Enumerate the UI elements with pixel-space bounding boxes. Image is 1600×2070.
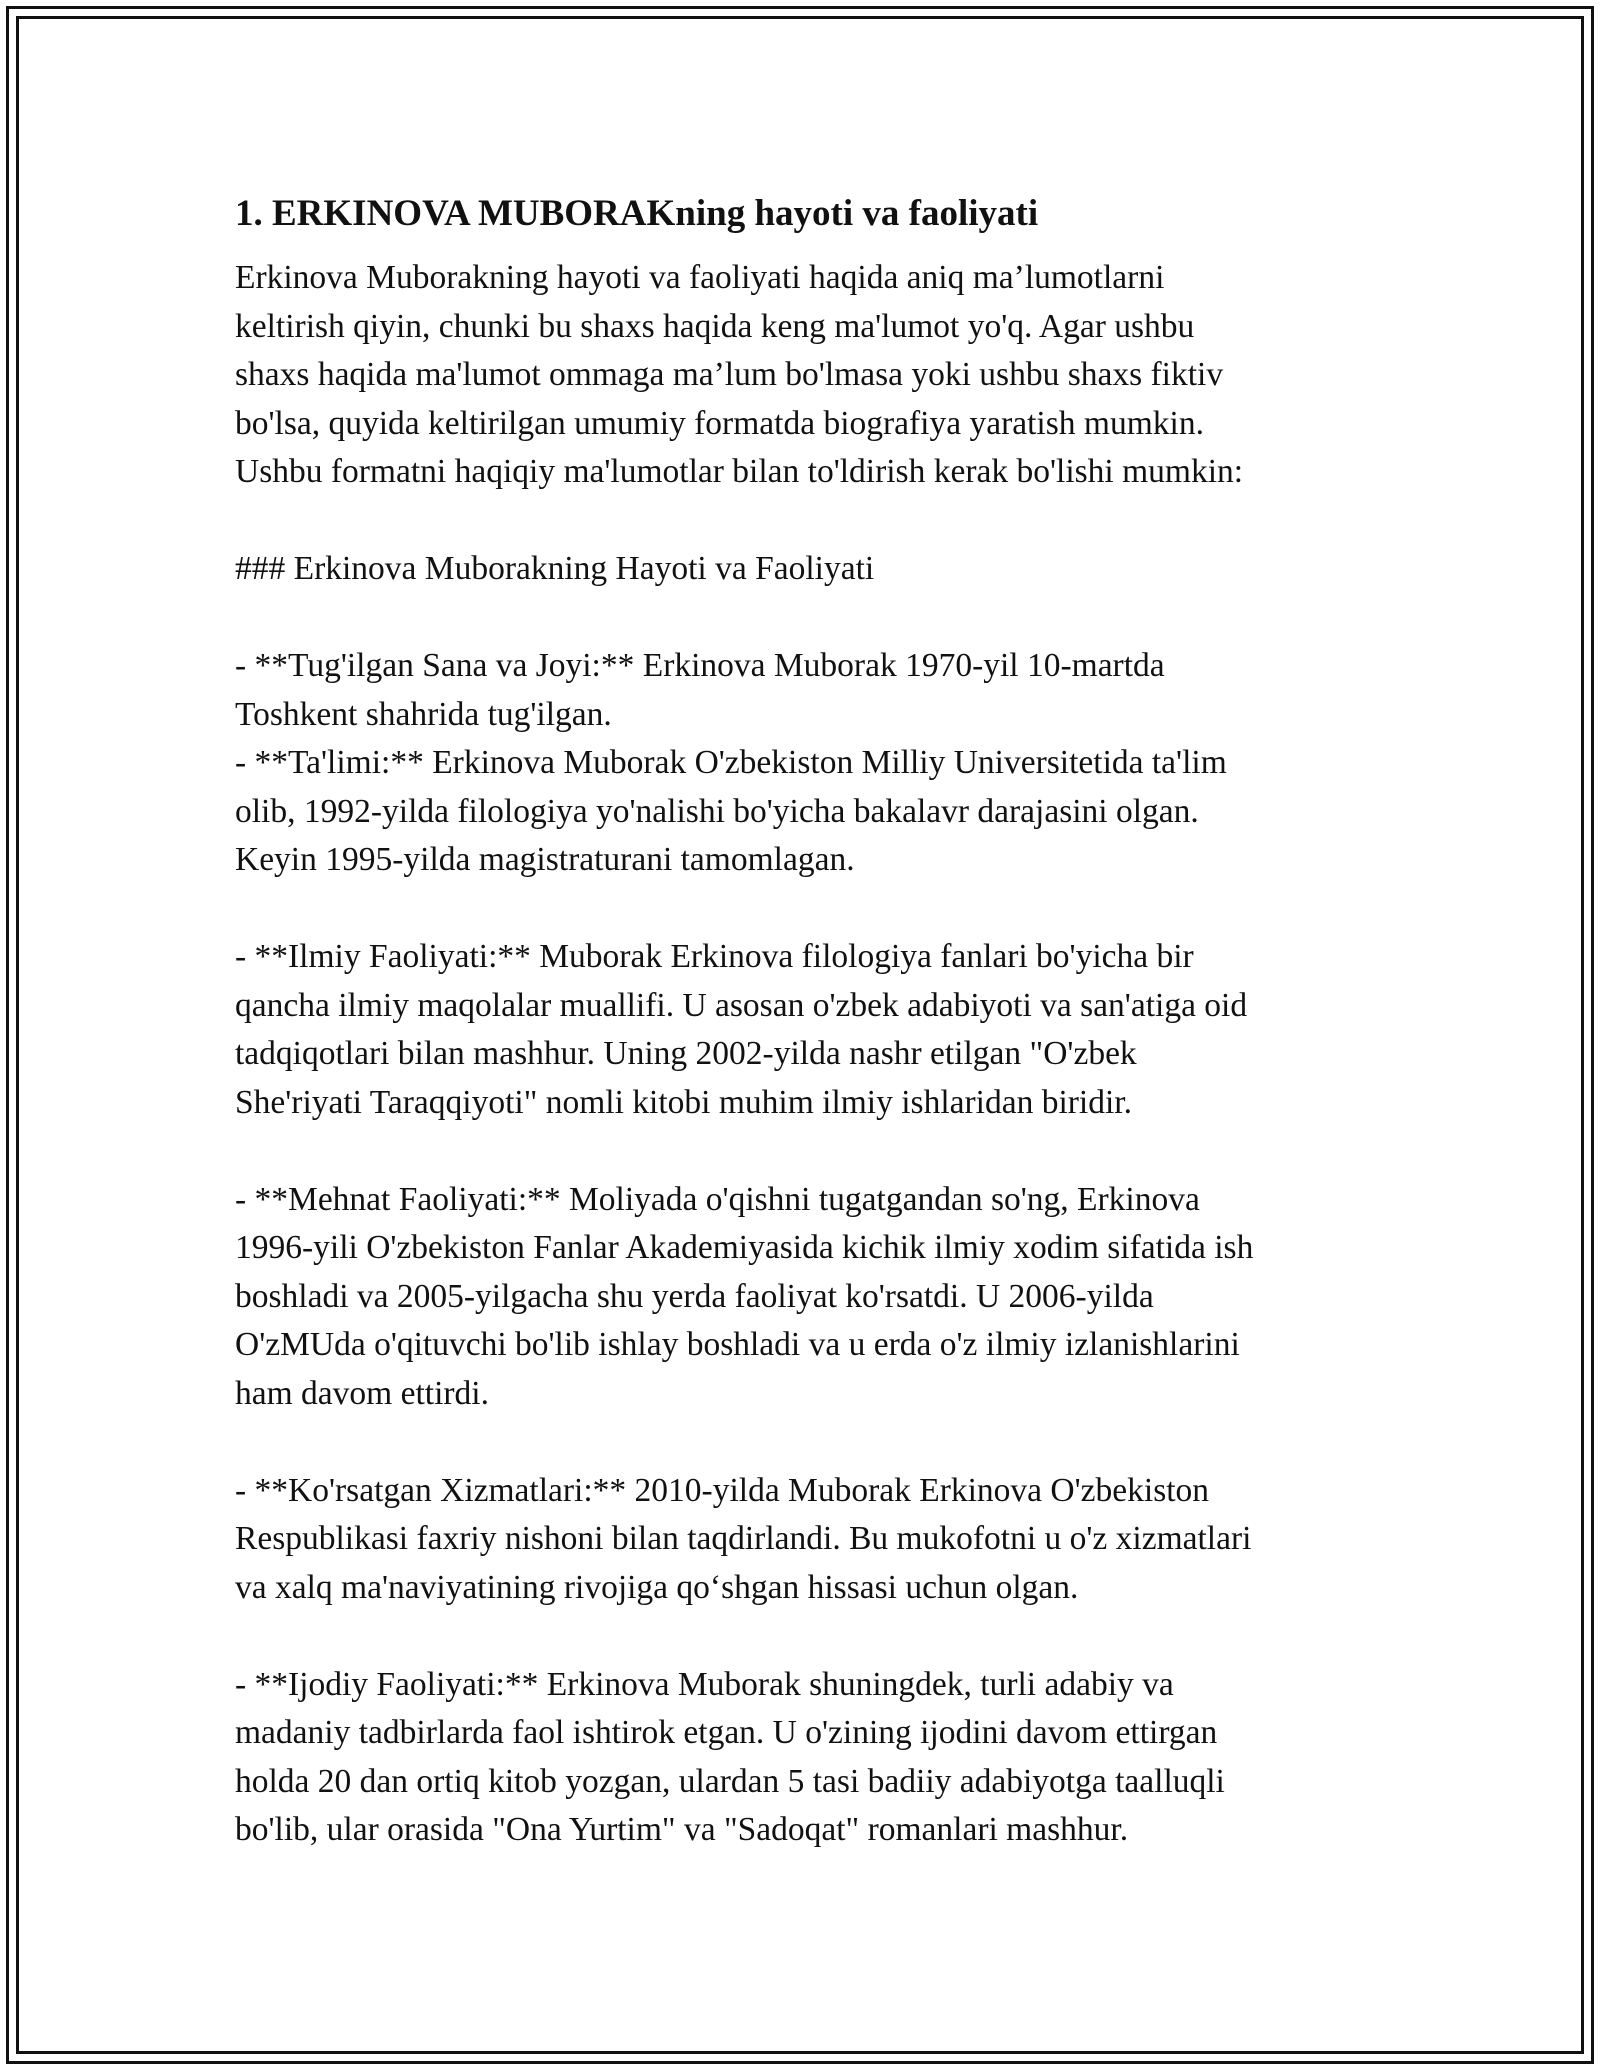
- services-item: [235, 1467, 1365, 1613]
- blank-line: [235, 1612, 1365, 1661]
- work-line: - **Mehnat Faoliyati:** Moliyada o'qishni tugatgandan so'ng, Erkinova: [235, 1180, 1200, 1218]
- science-line: tadqiqotlari bilan mashhur. Uning 2002-yilda nashr etilgan "O'zbek: [235, 1035, 1137, 1072]
- education-line: Keyin 1995-yilda magistraturani tamomlagan.: [235, 841, 855, 878]
- intro-line: Ushbu formatni haqiqiy ma'lumotlar bilan to'ldirish kerak bo'lishi mumkin:: [235, 453, 1244, 490]
- education-line: - **Ta'limi:** Erkinova Muborak O'zbekiston Milliy Universitetida ta'lim: [235, 744, 1227, 781]
- education-line: olib, 1992-yilda filologiya yo'nalishi bo'yicha bakalavr darajasini olgan.: [235, 792, 1199, 830]
- blank-line: [235, 497, 1365, 546]
- intro-line: keltirish qiyin, chunki bu shaxs haqida keng ma'lumot yo'q. Agar ushbu: [235, 307, 1195, 345]
- work-line: 1996-yili O'zbekiston Fanlar Akademiyasida kichik ilmiy xodim sifatida ish: [235, 1229, 1254, 1266]
- blank-line: [235, 885, 1365, 934]
- services-line: Respublikasi faxriy nishoni bilan taqdirlandi. Bu mukofotni u o'z xizmatlari: [235, 1520, 1252, 1557]
- science-line: She'riyati Taraqqiyoti" nomli kitobi muhim ilmiy ishlaridan biridir.: [235, 1083, 1132, 1121]
- section-subheading: ### Erkinova Muborakning Hayoti va Faoliyati: [235, 550, 875, 587]
- education-item: [235, 739, 1365, 885]
- work-line: boshladi va 2005-yilgacha shu yerda faoliyat ko'rsatdi. U 2006-yilda: [235, 1277, 1154, 1315]
- work-line: ham davom ettirdi.: [235, 1374, 489, 1412]
- intro-line: Erkinova Muborakning hayoti va faoliyati haqida aniq ma’lumotlarni: [235, 259, 1165, 296]
- services-line: - **Ko'rsatgan Xizmatlari:** 2010-yilda Muborak Erkinova O'zbekiston: [235, 1471, 1210, 1509]
- document-title: 1. ERKINOVA MUBORAKning hayoti va faoliyati: [235, 193, 1039, 234]
- birth-line: Toshkent shahrida tug'ilgan.: [235, 695, 612, 733]
- birth-item: [235, 642, 1365, 739]
- creative-item: [235, 1661, 1365, 1855]
- services-line: va xalq ma'naviyatining rivojiga qo‘shgan hissasi uchun olgan.: [235, 1568, 1079, 1606]
- creative-line: - **Ijodiy Faoliyati:** Erkinova Muborak shuningdek, turli adabiy va: [235, 1665, 1174, 1703]
- creative-line: madaniy tadbirlarda faol ishtirok etgan. U o'zining ijodini davom ettirgan: [235, 1714, 1218, 1751]
- intro-line: shaxs haqida ma'lumot ommaga ma’lum bo'lmasa yoki ushbu shaxs fiktiv: [235, 356, 1224, 393]
- creative-line: bo'lib, ular orasida "Ona Yurtim" va "Sadoqat" romanlari mashhur.: [235, 1811, 1129, 1848]
- creative-line: holda 20 dan ortiq kitob yozgan, ulardan 5 tasi badiiy adabiyotga taalluqli: [235, 1762, 1225, 1800]
- intro-paragraph: [235, 254, 1365, 497]
- document-body: [235, 185, 1365, 1855]
- work-line: O'zMUda o'qituvchi bo'lib ishlay boshladi va u erda o'z ilmiy izlanishlarini: [235, 1326, 1240, 1363]
- blank-line: [235, 1418, 1365, 1467]
- intro-line: bo'lsa, quyida keltirilgan umumiy formatda biografiya yaratish mumkin.: [235, 404, 1204, 442]
- science-item: [235, 933, 1365, 1127]
- blank-line: [235, 1127, 1365, 1176]
- birth-line: - **Tug'ilgan Sana va Joyi:** Erkinova Muborak 1970-yil 10-martda: [235, 647, 1165, 684]
- science-line: - **Ilmiy Faoliyati:** Muborak Erkinova filologiya fanlari bo'yicha bir: [235, 938, 1194, 975]
- blank-line: [235, 594, 1365, 643]
- science-line: qancha ilmiy maqolalar muallifi. U asosan o'zbek adabiyoti va san'atiga oid: [235, 986, 1248, 1024]
- work-item: [235, 1176, 1365, 1419]
